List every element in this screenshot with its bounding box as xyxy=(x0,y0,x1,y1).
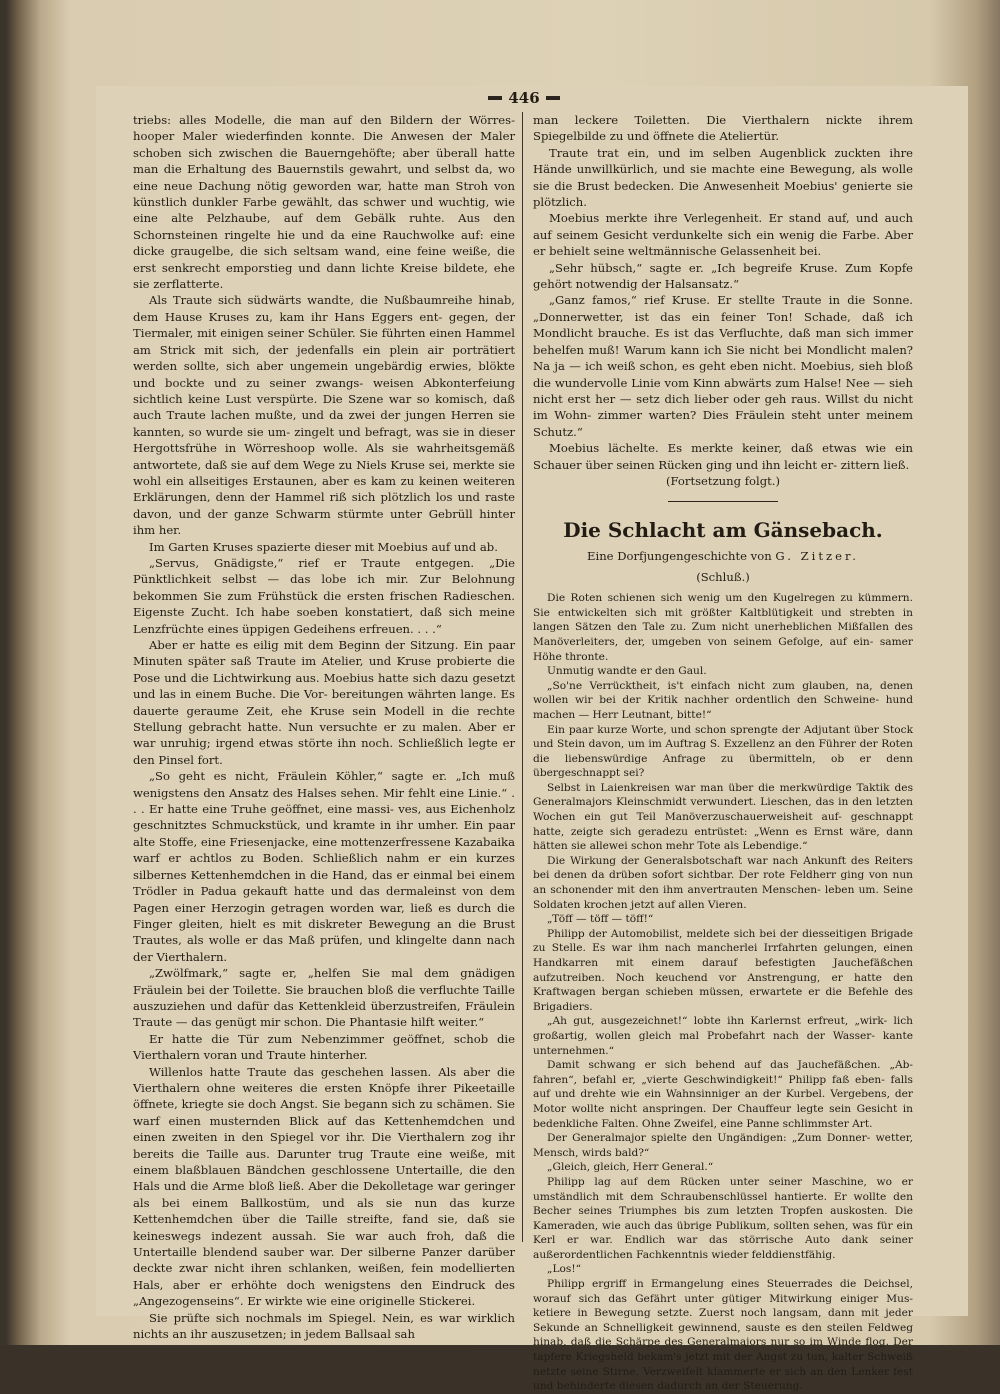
story-paragraph-2: Unmutig wandte er den Gaul. xyxy=(547,665,707,678)
left-paragraph-5: Aber er hatte es eilig mit dem Beginn der Sitzung. Ein paar Minuten später saß Traute im Atelier, und Kruse probierte die Pose und die Lichtwirkung aus. Moebius hatte sich dazu gesetzt und las in einem Buche. Die Vor- bereitungen währten lange. Es dauerte geraume Zeit, ehe Kruse sein Modell in die rechte Stellung gebracht hatte. Nun versuchte er zu malen. Aber er war unruhig; irgend etwas störte ihn noch. Schließlich legte er den Pinsel fort. xyxy=(133,638,515,767)
left-paragraph-8: Er hatte die Tür zum Nebenzimmer geöffnet, schob die Vierthalern voran und Traute hinterher. xyxy=(133,1031,515,1063)
story-paragraph-14: „Los!“ xyxy=(547,1263,582,1276)
continuation-note: (Fortsetzung folgt.) xyxy=(665,473,780,488)
column-divider xyxy=(522,112,523,1242)
story-author: G. Zitzer. xyxy=(775,549,859,564)
right-column xyxy=(533,112,913,1393)
left-paragraph-7: „Zwölfmark,“ sagte er, „helfen Sie mal dem gnädigen Fräulein bei der Toilette. Sie brauchen bloß die verfluchte Taille auszuziehen und dafür das Kettenkleid überzustreifen, Fräulein Traute — das genügt mir schon. Die Phantasie hilft weiter.“ xyxy=(133,966,515,1030)
header-dash-left xyxy=(488,96,502,100)
left-paragraph-6: „So geht es nicht, Fräulein Köhler,“ sagte er. „Ich muß wenigstens den Ansatz des Halses sehen. Mir fehlt eine Linie.“ . . . Er hatte eine Truhe geöffnet, eine massi- ves, aus Eichenholz geschnitztes Schmuckstück, und kramte in ihr umher. Ein paar alte Stoffe, eine Friesenjacke, eine mottenzerfressene Kazabaika warf er achtlos zu Boden. Schließlich nahm er ein kurzes silbernes Kettenhemdchen in die Hand, das er einmal bei einem Trödler in Padua gekauft hatte und das dermaleinst von dem Pagen einer Herzogin getragen worden war, ließ es durch die Finger gleiten, hielt es mit diskreter Bewegung an die Brust Trautes, als wolle er das Maß prüfen, und klingelte dann nach der Vierthalern. xyxy=(133,769,515,964)
story-part: (Schluß.) xyxy=(696,569,750,584)
story-paragraph-7: „Töff — töff — töff!“ xyxy=(547,913,654,926)
page-header xyxy=(484,88,564,108)
story-paragraph-9: „Ah gut, ausgezeichnet!“ lobte ihn Karlernst erfreut, „wirk- lich großartig, wollen gleich mal Probefahrt nach der Wasser- kante unternehmen.“ xyxy=(533,1015,913,1057)
page-number: 446 xyxy=(508,89,540,107)
section-divider xyxy=(668,501,778,502)
story-paragraph-11: Der Generalmajor spielte den Ungändigen: „Zum Donner- wetter, Mensch, wirds bald?“ xyxy=(533,1132,913,1159)
header-dash-right xyxy=(546,96,560,100)
story-paragraph-12: „Gleich, gleich, Herr General.“ xyxy=(547,1161,714,1174)
right-paragraph-4: „Sehr hübsch,“ sagte er. „Ich begreife Kruse. Zum Kopfe gehört notwendig der Halsansatz.“ xyxy=(533,260,913,292)
story-subtitle xyxy=(533,548,913,564)
story-paragraph-1: Die Roten schienen sich wenig um den Kugelregen zu kümmern. Sie entwickelten sich mit größter Kaltblütigkeit und strebten in langen Sätzen den Tale zu. Zum nicht unerheblichen Mißfallen des Manöverleiters, der, umgeben von seinem Gefolge, auf ein- samer Höhe thronte. xyxy=(533,592,913,663)
story-paragraph-10: Damit schwang er sich behend auf das Jauchefäßchen. „Ab- fahren“, befahl er, „vierte Geschwindigkeit!“ Philipp faß eben- falls auf und drehte wie ein Wahnsinniger an der Kurbel. Vergebens, der Motor wollte nicht anspringen. Der Chauffeur legte sein Gesicht in bedenkliche Falten. Ohne Zweifel, eine Panne schlimmster Art. xyxy=(533,1059,913,1130)
left-column xyxy=(133,112,515,1342)
story-title: Die Schlacht am Gänsebach. xyxy=(563,518,883,543)
story-paragraph-13: Philipp lag auf dem Rücken unter seiner Maschine, wo er umständlich mit dem Schraubenschlüssel hantierte. Er wollte den Becher seines Triumphes bis zum letzten Tropfen auskosten. Die Kameraden, wie auch das übrige Publikum, sollten sehen, was für ein Kerl er war. Endlich war das störrische Auto dank seiner außerordentlichen Fachkenntnis wieder felddienstfähig. xyxy=(533,1175,913,1261)
story-subtitle-prefix: Eine Dorfjungengeschichte von xyxy=(587,549,772,564)
left-paragraph-4: „Servus, Gnädigste,“ rief er Traute entgegen. „Die Pünktlichkeit selbst — das lobe ich mir. Zur Belohnung bekommen Sie zum Frühstück die ersten frischen Radieschen. Eigenste Zucht. Ich habe soeben konstatiert, daß sich meine Lenzfrüchte eines üppigen Gedeihens erfreuen. . . .“ xyxy=(133,555,515,636)
story-paragraph-4: Ein paar kurze Worte, und schon sprengte der Adjutant über Stock und Stein davon, um im Auftrag S. Exzellenz an den Führer der Roten die liebenswürdige Anfrage zu übermitteln, ob er denn übergeschnappt sei? xyxy=(533,723,913,780)
right-paragraph-3: Moebius merkte ihre Verlegenheit. Er stand auf, und auch auf seinem Gesicht verdunkelte sich ein wenig die Farbe. Aber er behielt seine weltmännische Gelassenheit bei. xyxy=(533,211,913,259)
left-paragraph-2: Als Traute sich südwärts wandte, die Nußbaumreihe hinab, dem Hause Kruses zu, kam ihr Hans Eggers ent- gegen, der Tiermaler, mit einigen seiner Schüler. Sie führten einen Hammel am Strick mit sich, der jedenfalls ein plein air porträtiert werden sollte, sich aber ungemein ungebärdig erwies, blökte und bockte und zu seiner zwangs- weisen Abkonterfeiung sichtlich keine Lust verspürte. Die Szene war so komisch, daß auch Traute lachen mußte, und da zwei der jungen Herren sie kannten, so wurde sie um- zingelt und befragt, was sie in dieser Hergottsfrühe in Wörreshoop wolle. Als sie wahrheitsgemäß antwortete, daß sie auf dem Wege zu Niels Kruse sei, merkte sie wohl ein allseitiges Erstaunen, aber es kam zu keinen weiteren Erklärungen, denn der Hammel riß sich plötzlich los und raste davon, und der ganze Schwarm stürmte unter Gebrüll hinter ihm her. xyxy=(133,293,515,538)
story-paragraph-5: Selbst in Laienkreisen war man über die merkwürdige Taktik des Generalmajors Kleinschmidt verwundert. Lieschen, das in den letzten Wochen ein gut Teil Manöverzuschauerweisheit auf- geschnappt hatte, zeigte sich geradezu entrüstet: „Wenn es Ernst wäre, dann hätten sie allewei schon mehr Tote als Lebendige.“ xyxy=(533,781,913,853)
left-paragraph-3: Im Garten Kruses spazierte dieser mit Moebius auf und ab. xyxy=(149,539,498,554)
story-paragraph-8: Philipp der Automobilist, meldete sich bei der diesseitigen Brigade zu Stelle. Es war ihm nach mancherlei Irrfahrten gelungen, einen Handkarren mit einem darauf befestigten Jauchefäßchen aufzutreiben. Noch keuchend vor Anstrengung, er hatte den Kraftwagen bergan schieben müssen, erwartete er die Befehle des Brigadiers. xyxy=(533,927,913,1013)
story-paragraph-3: „So'ne Verrücktheit, is't einfach nicht zum glauben, na, denen wollen wir bei der Kritik nachher ordentlich den Schweine- hund machen — Herr Leutnant, bitte!“ xyxy=(533,679,913,721)
story-paragraph-15: Philipp ergriff in Ermangelung eines Steuerrades die Deichsel, worauf sich das Gefährt unter gütiger Mitwirkung einiger Mus- ketiere in Bewegung setzte. Zuerst noch langsam, dann mit jeder Sekunde an Schnelligkeit gewinnend, sauste es den steilen Feldweg hinab, daß die Schärpe des Generalmajors nur so im Winde flog. Der tapfere Kriegsheld bekam's jetzt mit der Angst zu tun, kalter Schweiß netzte seine Stirne. Verzweifelt klammerte er sich an den Lenker fest und behinderte diesen dadurch an der Steuerung. xyxy=(533,1278,913,1393)
right-paragraph-1: man leckere Toiletten. Die Vierthalern nickte ihrem Spiegelbilde zu und öffnete die Ateliertür. xyxy=(533,113,913,144)
right-paragraph-6: Moebius lächelte. Es merkte keiner, daß etwas wie ein Schauer über seinen Rücken ging und ihn leicht er- zittern ließ. xyxy=(533,441,913,472)
right-paragraph-2: Traute trat ein, und im selben Augenblick zuckten ihre Hände unwillkürlich, und sie machte eine Bewegung, als wolle sie die Brust bedecken. Die Anwesenheit Moebius' genierte sie plötzlich. xyxy=(533,145,913,210)
story-body xyxy=(533,591,913,1394)
left-paragraph-1: triebs: alles Modelle, die man auf den Bildern der Wörres- hooper Maler wiederfinden konnte. Die Anwesen der Maler schoben sich zwischen die Bauerngehöfte; aber überall hatte man die Erhaltung des Bauernstils gewahrt, und selbst da, wo eine neue Dachung nötig geworden war, hatte man Stroh von künstlich dunkler Farbe gewählt, das schwer und wuchtig, wie eine alte Pelzhaube, auf dem Gebälk ruhte. Aus den Schornsteinen ringelte hie und da eine Rauchwolke auf: eine dicke graugelbe, die sich seltsam wand, eine feine weiße, die erst senkrecht emporstieg und dann lichte Kreise bildete, ehe sie zerflatterte. xyxy=(133,113,515,292)
left-paragraph-10: Sie prüfte sich nochmals im Spiegel. Nein, es war wirklich nichts an ihr auszusetzen; in jedem Ballsaal sah xyxy=(133,1310,515,1342)
right-paragraph-5: „Ganz famos,“ rief Kruse. Er stellte Traute in die Sonne. „Donnerwetter, ist das ein feiner Ton! Schade, daß ich Mondlicht brauche. Es ist das Verfluchte, daß man sich immer behelfen muß! Warum kann ich Sie nicht bei Mondlicht malen? Na ja — ich weiß schon, es geht eben nicht. Moebius, sieh bloß die wundervolle Linie vom Kinn abwärts zum Halse! Nee — sieh nicht erst her — setz dich lieber oder geh raus. Willst du nicht im Wohn- zimmer warten? Dies Fräulein steht unter meinem Schutz.“ xyxy=(533,293,913,439)
story-paragraph-6: Die Wirkung der Generalsbotschaft war nach Ankunft des Reiters bei denen da drüben sofort sichtbar. Der rote Feldherr ging von nun an schonender mit den ihm anvertrauten Menschen- leben um. Seine Soldaten krochen jetzt auf allen Vieren. xyxy=(533,854,913,911)
left-paragraph-9: Willenlos hatte Traute das geschehen lassen. Als aber die Vierthalern ohne weiteres die ersten Knöpfe ihrer Pikeetaille öffnete, kriegte sie doch Angst. Sie begann sich zu schämen. Sie warf einen musternden Blick auf das Kettenhemdchen und einen zweiten in den Spiegel vor ihr. Die Vierthalern zog ihr bereits die Taille aus. Darunter trug Traute eine weiße, mit einem blaßblauen Bändchen geschlossene Untertaille, die den Hals und die Arme bloß ließ. Aber die Dekolletage war geringer als bei einem Ballkostüm, und als sie nun das kurze Kettenhemdchen über die Taille streifte, fand sie, daß sie keineswegs indezent aussah. Sie war auch froh, daß die Untertaille blendend sauber war. Der silberne Panzer darüber deckte zwar nicht ihren schlanken, weißen, fein modellierten Hals, aber er erhöhte doch wenigstens den Eindruck des „Angezogenseins“. Er wirkte wie eine originelle Stickerei. xyxy=(133,1064,515,1309)
